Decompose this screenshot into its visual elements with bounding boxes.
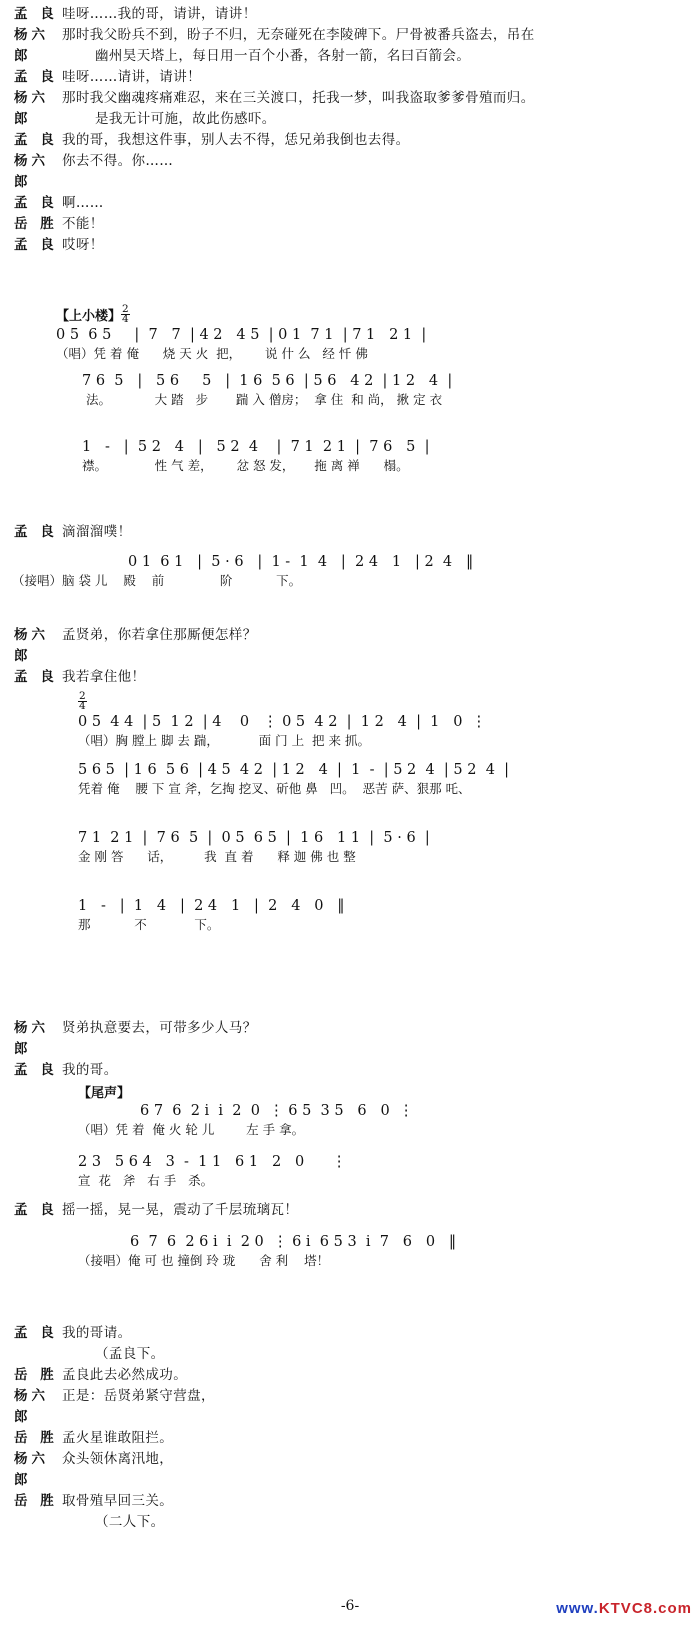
dialogue-text: （孟良下。: [95, 1346, 165, 1362]
dialogue-text: 我若拿住他！: [62, 669, 146, 685]
music-row: [78, 1082, 414, 1137]
cue-label-shangxiaolou: 【上小楼】: [56, 309, 122, 324]
dialogue-line: [0, 1491, 700, 1512]
dialogue-line: [0, 667, 700, 688]
lyric-row: （唱）凭 着 俺 烧 天 火 把， 说 什 么 经 忏 佛: [56, 346, 368, 361]
dialogue-line: [0, 1060, 700, 1081]
dialogue-line: [0, 1449, 700, 1491]
speaker-name: 孟 良: [14, 1202, 58, 1218]
speaker-name: 孟 良: [14, 1062, 58, 1078]
music-row: [82, 371, 452, 419]
dialogue-text: 孟火星谁敢阻拦。: [62, 1430, 174, 1446]
music-row: [78, 828, 509, 876]
speaker-name: 杨六郎: [14, 1451, 49, 1488]
dialogue-line: [0, 1200, 700, 1221]
dialogue-text: 滴溜溜噗！: [62, 524, 132, 540]
speaker-name: 岳 胜: [14, 216, 58, 232]
speaker-name: 杨六郎: [14, 90, 49, 127]
dialogue-text: 孟良此去必然成功。: [62, 1367, 188, 1383]
music-row: [78, 896, 509, 944]
lyric-row: 金 刚 答 话， 我 直 着 释 迦 佛 也 整: [78, 849, 356, 864]
dialogue-text: 哇呀……请讲，请讲！: [62, 69, 201, 85]
speaker-name: 岳 胜: [14, 1430, 58, 1446]
dialogue-block-5: [0, 1200, 700, 1221]
lyric-row: 那 不 下。: [78, 917, 220, 932]
dialogue-line: [0, 193, 700, 214]
note-row: 0 5 4 4 | 5 1 2 | 4 0 ⋮ 0 5 4 2 | 1 2 4 | 1 0 ⋮: [78, 714, 487, 730]
note-row: 7 1 2 1 | 7 6 5 | 0 5 6 5 | 1 6 1 1 | 5 · 6 |: [78, 830, 430, 846]
lyric-row: 襟。 性 气 差， 忿 怒 发， 拖 离 禅 榻。: [82, 458, 409, 473]
lyric-row: （接唱）脑 袋 儿 殿 前 阶 下。: [12, 573, 302, 588]
dialogue-block-2: [0, 522, 700, 543]
speaker-name: 孟 良: [14, 237, 58, 253]
dialogue-line: [0, 4, 700, 25]
dialogue-block-3: [0, 625, 700, 688]
dialogue-text: 正是：岳贤弟紧守营盘，: [62, 1388, 215, 1404]
music-section-4: [78, 1082, 413, 1200]
watermark: [556, 1600, 692, 1617]
dialogue-line: [0, 130, 700, 151]
speaker-name: 岳 胜: [14, 1493, 58, 1509]
lyric-row: （唱）凭 着 俺 火 轮 儿 左 手 拿。: [78, 1122, 305, 1137]
note-row: 6 7 6 2 6 i i 2 0 ⋮ 6 i 6 5 3 i 7 6 0 ‖: [130, 1234, 457, 1250]
note-row: 2 3 5 6 4 3 - 1 1 6 1 2 0 ⋮: [78, 1154, 347, 1170]
dialogue-text: 我的哥请。: [62, 1325, 132, 1341]
dialogue-line: [0, 1018, 700, 1060]
music-section-5: [78, 1232, 456, 1280]
lyric-row: 凭着 俺 腰 下 宣 斧，乞掏 挖叉、斫他 鼻 凹。 恶苦 萨、狠那 吒、: [78, 781, 471, 796]
music-section-3: [78, 692, 509, 944]
music-row: [78, 1152, 413, 1200]
dialogue-text-main: 那时我父盼兵不到，盼子不归，无奈碰死在李陵碑下。尸骨被番兵盗去，吊在: [62, 27, 535, 43]
time-signature: $\frac{2}{4}$: [122, 303, 129, 325]
dialogue-line: [0, 1344, 700, 1365]
dialogue-text: 哇呀……我的哥，请讲，请讲！: [62, 6, 257, 22]
lyric-row: （接唱）俺 可 也 撞倒 玲 珑 舍 利 塔！: [78, 1253, 330, 1268]
dialogue-text: 我的哥。: [62, 1062, 118, 1078]
dialogue-text: （二人下。: [95, 1514, 165, 1530]
speaker-name: 岳 胜: [14, 1367, 58, 1383]
music-row: [78, 1232, 456, 1280]
dialogue-line: [0, 67, 700, 88]
note-row: 1 - | 1 4 | 2 4 1 | 2 4 0 ‖: [78, 898, 345, 914]
dialogue-text: 你去不得。你……: [62, 153, 174, 169]
dialogue-line: [0, 1365, 700, 1386]
speaker-name: 孟 良: [14, 6, 58, 22]
dialogue-line: [0, 151, 700, 193]
speaker-name: 杨六郎: [14, 1388, 49, 1425]
speaker-name: 孟 良: [14, 669, 58, 685]
speaker-name: 杨六郎: [14, 153, 49, 190]
note-row: 5 6 5 | 1 6 5 6 | 4 5 4 2 | 1 2 4 | 1 - | 5 2 4 | 5 2 4 |: [78, 762, 510, 778]
dialogue-text-continued: 幽州昊天塔上，每日用一百个小番，各射一箭，名曰百箭会。: [95, 48, 471, 64]
dialogue-text: 孟贤弟，你若拿住那厮便怎样？: [62, 627, 257, 643]
dialogue-line: [0, 1386, 700, 1428]
note-row: 0 1 6 1 | 5 · 6 | 1 - 1 4 | 2 4 1 | 2 4 ‖: [128, 554, 474, 570]
dialogue-text: 啊……: [62, 195, 104, 211]
dialogue-block-1: [0, 4, 700, 256]
speaker-name: 孟 良: [14, 132, 58, 148]
dialogue-text: 我的哥，我想这件事，别人去不得，恁兄弟我倒也去得。: [62, 132, 410, 148]
dialogue-text: 贤弟执意要去，可带多少人马？: [62, 1020, 257, 1036]
note-row: 1 - | 5 2 4 | 5 2 4 | 7 1 2 1 | 7 6 5 |: [82, 439, 430, 455]
dialogue-line: [0, 625, 700, 667]
speaker-name: 孟 良: [14, 1325, 58, 1341]
dialogue-line: [0, 214, 700, 235]
dialogue-text: [62, 25, 535, 67]
watermark-prefix: www.: [556, 1600, 599, 1617]
dialogue-text: 哎呀！: [62, 237, 104, 253]
dialogue-text-main: 那时我父幽魂疼痛难忍，来在三关渡口，托我一梦，叫我盗取爹爹骨殖而归。: [62, 90, 535, 106]
music-row: [12, 552, 474, 600]
speaker-name: 孟 良: [14, 69, 58, 85]
dialogue-text: 取骨殖早回三关。: [62, 1493, 174, 1509]
lyric-row: 宣 花 斧 右 手 杀。: [78, 1173, 214, 1188]
dialogue-text: [62, 88, 535, 130]
dialogue-line: [0, 1428, 700, 1449]
dialogue-line: [0, 25, 700, 67]
speaker-name: 孟 良: [14, 524, 58, 540]
dialogue-block-4: [0, 1018, 700, 1081]
music-row: [56, 303, 452, 361]
time-signature: $\frac{2}{4}$: [79, 690, 86, 712]
dialogue-line: [0, 1323, 700, 1344]
music-row: [78, 760, 509, 808]
dialogue-text: 众头领休离汛地，: [62, 1451, 174, 1467]
lyric-row: 法。 大 踏 步 踹 入 僧房； 拿 住 和 尚， 揪 定 衣: [82, 392, 443, 407]
note-row: 0 5 6 5 | 7 7 | 4 2 4 5 | 0 1 7 1 | 7 1 2 1 |: [56, 327, 427, 343]
music-section-2: [12, 552, 474, 600]
note-row: 6 7 6 2 i i 2 0 ⋮ 6 5 3 5 6 0 ⋮: [140, 1103, 414, 1119]
dialogue-line: [0, 235, 700, 256]
note-row: 7 6 5 | 5 6 5 | 1 6 5 6 | 5 6 4 2 | 1 2 4 |: [82, 373, 453, 389]
dialogue-text: 不能！: [62, 216, 104, 232]
dialogue-text: 摇一摇，晃一晃，震动了千层琉璃瓦！: [62, 1202, 299, 1218]
music-section-1: [56, 305, 452, 485]
dialogue-line: [0, 522, 700, 543]
dialogue-line: [0, 1512, 700, 1533]
dialogue-line: [0, 88, 700, 130]
watermark-text: KTVC8.com: [598, 1600, 692, 1617]
cue-label-weisheng: 【尾声】: [78, 1086, 131, 1101]
music-row: [82, 437, 452, 485]
lyric-row: （唱）胸 膛上 脚 去 踹， 面 门 上 把 来 抓。: [78, 733, 370, 748]
speaker-name: 杨六郎: [14, 27, 49, 64]
music-row: [78, 690, 509, 748]
speaker-name: 杨六郎: [14, 627, 49, 664]
speaker-name: 杨六郎: [14, 1020, 49, 1057]
speaker-name: 孟 良: [14, 195, 58, 211]
page-number: -6-: [340, 1598, 360, 1614]
dialogue-block-6: [0, 1323, 700, 1533]
dialogue-text-continued: 是我无计可施，故此伤感吓。: [95, 111, 276, 127]
